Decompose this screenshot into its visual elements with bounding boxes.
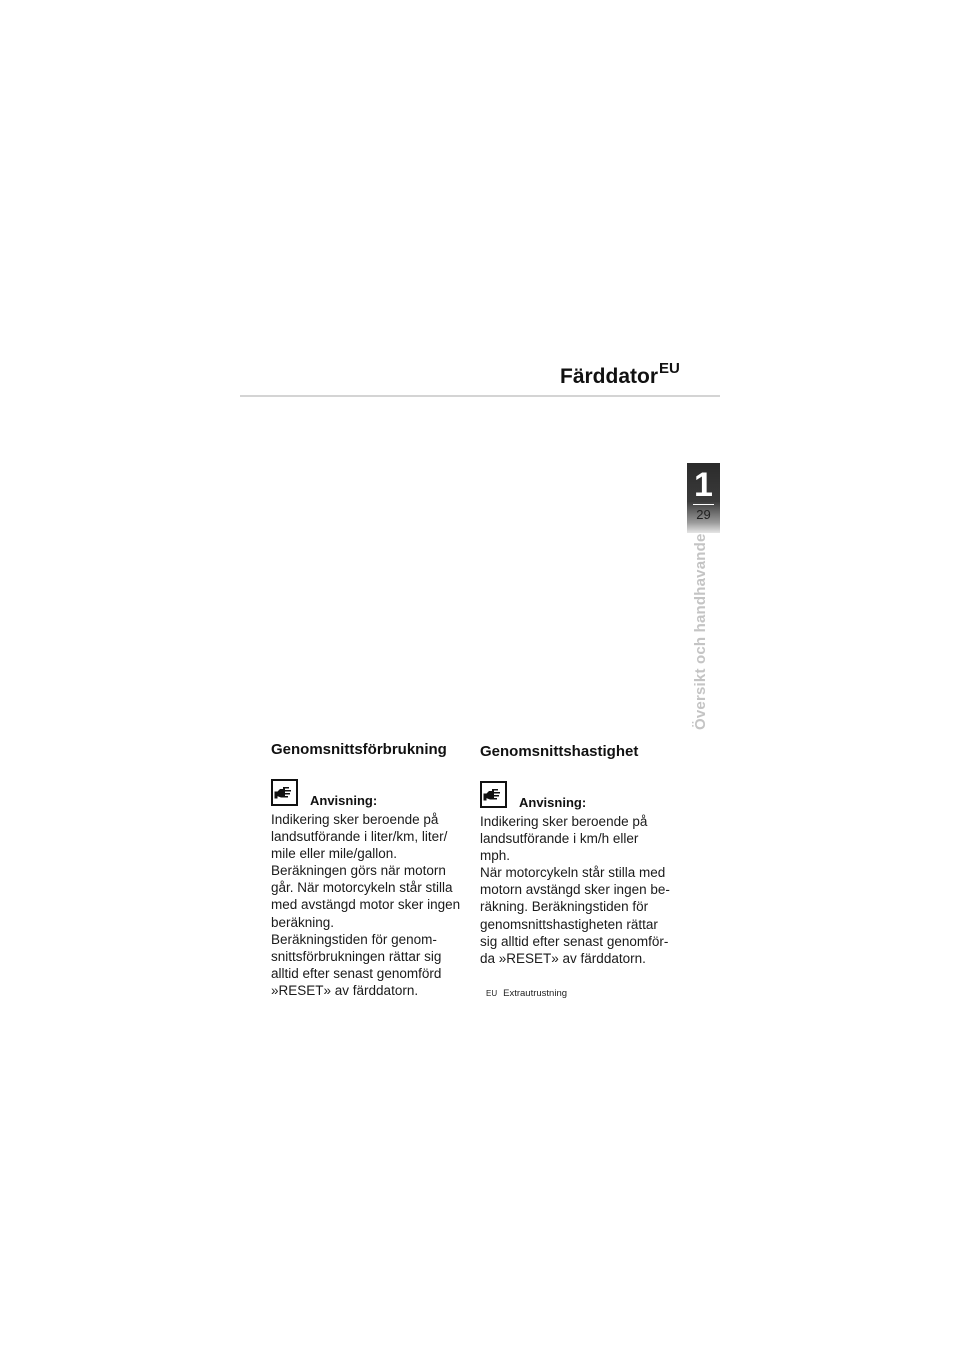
page-number: 29	[696, 507, 711, 522]
text-line: snittsförbrukningen rättar sig	[271, 948, 442, 964]
note-label: Anvisning:	[519, 795, 587, 810]
text-line: mph.	[480, 848, 511, 864]
text-line: Indikering sker beroende på	[271, 812, 439, 827]
body-text	[480, 813, 680, 967]
text-line: motorn avstängd sker ingen be-	[480, 882, 670, 898]
footnote	[486, 988, 567, 999]
note-label: Anvisning:	[310, 793, 378, 808]
text-line: landsutförande i liter/km, liter/	[271, 829, 448, 845]
section-heading: Genomsnittshastighet	[480, 743, 639, 760]
chapter-number: 1	[694, 466, 713, 504]
footnote-text: Extrautrustning	[503, 988, 568, 999]
text-line: genomsnittshastigheten rättar	[480, 916, 658, 932]
section-side-label: Översikt och handhavande	[692, 533, 709, 730]
text-line: mile eller mile/gallon.	[271, 846, 398, 862]
text-line: Beräkningstiden för genom-	[271, 931, 437, 947]
text-line: landsutförande i km/h eller	[480, 831, 639, 847]
text-line: alltid efter senast genomförd	[271, 965, 442, 981]
note-row	[480, 781, 680, 813]
chapter-tab	[687, 463, 720, 533]
text-line: »RESET» av färddatorn.	[271, 982, 419, 998]
chapter-tab-divider	[693, 504, 714, 505]
note-hand-icon	[480, 781, 507, 808]
text-line: med avstängd motor sker ingen	[271, 897, 461, 913]
section-average-speed	[480, 743, 680, 967]
text-line: Beräkningen görs när motorn	[271, 863, 446, 879]
text-line: sig alltid efter senast genomför-	[480, 933, 669, 949]
text-line: beräkning.	[271, 914, 335, 930]
page-title	[560, 362, 680, 389]
note-hand-icon	[271, 779, 298, 806]
page-title-superscript: EU	[659, 360, 680, 377]
page-title-text: Färddator	[560, 365, 659, 388]
text-line: da »RESET» av färddatorn.	[480, 950, 646, 966]
text-line: Indikering sker beroende på	[480, 814, 648, 829]
text-line: räkning. Beräkningstiden för	[480, 899, 649, 915]
section-average-consumption	[271, 741, 471, 999]
section-heading: Genomsnittsförbrukning	[271, 741, 447, 758]
body-text	[271, 811, 471, 999]
note-row	[271, 779, 471, 811]
footnote-mark: EU	[486, 989, 498, 998]
text-line: När motorcykeln står stilla med	[480, 865, 666, 881]
text-line: går. När motorcykeln står stilla	[271, 880, 453, 896]
header-divider	[240, 395, 720, 397]
